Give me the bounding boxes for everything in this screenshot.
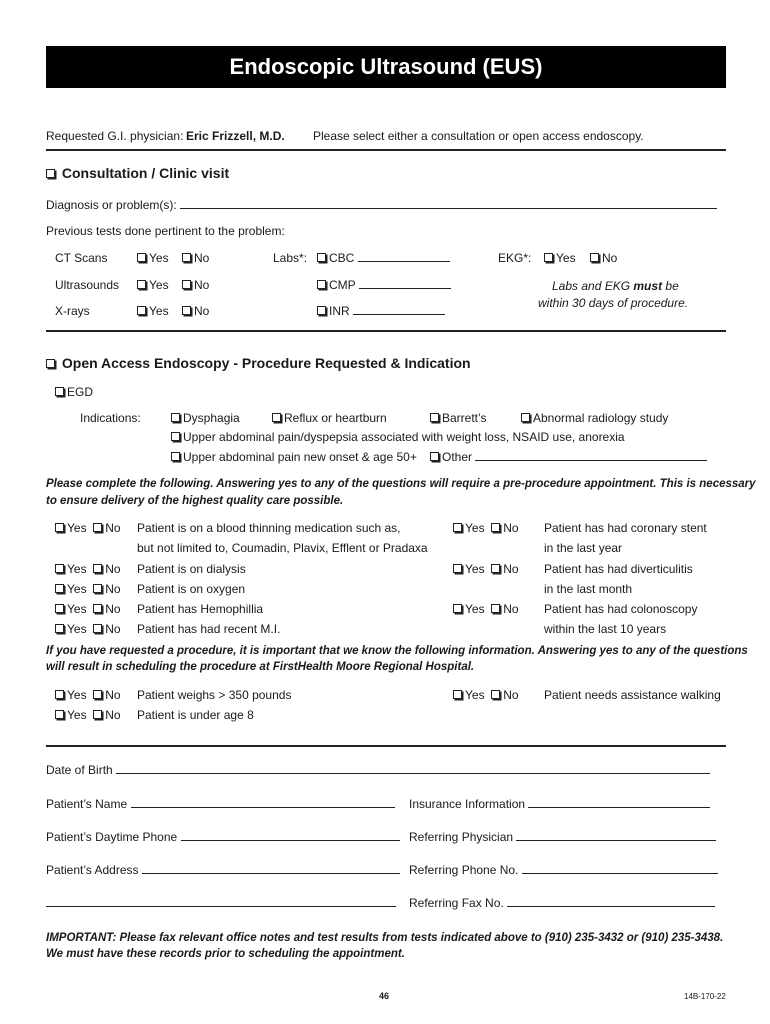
diagnosis-input[interactable]: [180, 198, 717, 209]
checkbox-icon[interactable]: [171, 413, 180, 422]
cmp-label: CMP: [329, 278, 356, 292]
checkbox-icon[interactable]: [453, 564, 462, 573]
colonoscopy-q-line2: within the last 10 years: [544, 622, 667, 636]
checkbox-icon[interactable]: [453, 690, 462, 699]
cbc-input[interactable]: [358, 251, 450, 262]
checkbox-icon[interactable]: [317, 253, 326, 262]
yes-label: Yes: [67, 562, 87, 576]
colonoscopy-q: Patient has had colonoscopy: [544, 602, 698, 616]
us-no[interactable]: [182, 278, 209, 292]
yes-no-colonoscopy[interactable]: [453, 602, 519, 616]
yes-no-oxygen[interactable]: [55, 582, 121, 596]
age-q: Patient is under age 8: [137, 708, 254, 722]
q2-intro-line1: If you have requested a procedure, it is important that we know the following information. Answering yes to any of the questions: [46, 645, 748, 657]
blood-thinning-q: Patient is on a blood thinning medication such as,: [137, 521, 401, 535]
checkbox-icon[interactable]: [46, 359, 55, 368]
ekg-label: EKG*:: [498, 251, 532, 265]
no-label: No: [105, 708, 121, 722]
checkbox-icon[interactable]: [55, 710, 64, 719]
address-line2-input[interactable]: [46, 896, 396, 907]
ekg-yes[interactable]: [544, 251, 576, 265]
referring-fax-label: Referring Fax No.: [409, 896, 504, 910]
yes-no-blood[interactable]: [55, 521, 121, 535]
important-line2: We must have these records prior to scheduling the appointment.: [46, 948, 405, 960]
checkbox-icon[interactable]: [93, 624, 102, 633]
blood-thinning-q-line2: but not limited to, Coumadin, Plavix, Efflent or Pradaxa: [137, 541, 428, 555]
yes-label: Yes: [67, 622, 87, 636]
inr-label: INR: [329, 304, 350, 318]
patient-name-label: Patient’s Name: [46, 797, 128, 811]
no-label: No: [194, 304, 210, 318]
dysphagia-label: Dysphagia: [183, 411, 240, 425]
checkbox-icon[interactable]: [137, 306, 146, 315]
yes-no-diverticulitis[interactable]: [453, 562, 519, 576]
upper-pain-new-label: Upper abdominal pain new onset & age 50+: [183, 450, 417, 464]
note-pre: Labs and EKG: [552, 279, 634, 293]
cbc-field[interactable]: [317, 251, 450, 265]
referring-physician-label: Referring Physician: [409, 830, 514, 844]
egd-option[interactable]: [55, 385, 93, 399]
physician-label: Requested G.I. physician:: [46, 129, 184, 143]
daytime-phone-input[interactable]: [181, 830, 400, 841]
checkbox-icon[interactable]: [55, 523, 64, 532]
yes-label: Yes: [465, 688, 485, 702]
referring-phone-label: Referring Phone No.: [409, 863, 519, 877]
address-label: Patient’s Address: [46, 863, 139, 877]
yes-label: Yes: [465, 521, 485, 535]
mi-q: Patient has had recent M.I.: [137, 622, 281, 636]
no-label: No: [194, 278, 210, 292]
checkbox-icon[interactable]: [182, 280, 191, 289]
yes-label: Yes: [149, 304, 169, 318]
note-must: must: [633, 279, 663, 293]
form-code: 14B-170-22: [684, 992, 726, 1001]
no-label: No: [503, 602, 519, 616]
checkbox-icon[interactable]: [430, 452, 439, 461]
divider: [46, 745, 726, 747]
diagnosis-field[interactable]: [46, 198, 717, 212]
yes-label: Yes: [149, 278, 169, 292]
walking-q: Patient needs assistance walking: [544, 688, 721, 702]
no-label: No: [105, 582, 121, 596]
indications-label: Indications:: [80, 411, 141, 425]
checkbox-icon[interactable]: [93, 690, 102, 699]
checkbox-icon[interactable]: [272, 413, 281, 422]
checkbox-icon[interactable]: [317, 280, 326, 289]
referring-fax-input[interactable]: [507, 896, 715, 907]
checkbox-icon[interactable]: [55, 624, 64, 633]
open-access-heading[interactable]: [46, 355, 471, 371]
yes-no-walking[interactable]: [453, 688, 519, 702]
yes-label: Yes: [67, 602, 87, 616]
referring-physician-input[interactable]: [516, 830, 716, 841]
reflux-label: Reflux or heartburn: [284, 411, 387, 425]
dob-input[interactable]: [116, 763, 710, 774]
checkbox-icon[interactable]: [491, 523, 500, 532]
cmp-input[interactable]: [359, 278, 451, 289]
no-label: No: [194, 251, 210, 265]
yes-no-age[interactable]: [55, 708, 121, 722]
checkbox-icon[interactable]: [491, 564, 500, 573]
yes-no-mi[interactable]: [55, 622, 121, 636]
checkbox-icon[interactable]: [453, 523, 462, 532]
checkbox-icon[interactable]: [544, 253, 553, 262]
physician-note: Please select either a consultation or open access endoscopy.: [313, 129, 644, 143]
us-label: Ultrasounds: [55, 278, 120, 292]
checkbox-icon[interactable]: [55, 387, 64, 396]
labs-note-line2: within 30 days of procedure.: [538, 296, 689, 310]
other-label: Other: [442, 450, 473, 464]
q1-intro-line2: to ensure delivery of the highest quality care possible.: [46, 495, 344, 507]
xray-label: X-rays: [55, 304, 90, 318]
checkbox-icon[interactable]: [171, 432, 180, 441]
patient-name-field[interactable]: [46, 797, 395, 811]
checkbox-icon[interactable]: [317, 306, 326, 315]
dob-field[interactable]: [46, 763, 710, 777]
barretts-option[interactable]: [430, 411, 486, 425]
insurance-field[interactable]: [409, 797, 710, 811]
inr-field[interactable]: [317, 304, 445, 318]
dysphagia-option[interactable]: [171, 411, 240, 425]
referring-physician-field[interactable]: [409, 830, 716, 844]
q1-intro-line1: Please complete the following. Answering yes to any of the questions will require a pre-procedure appointment. This is necessary: [46, 478, 756, 490]
dob-label: Date of Birth: [46, 763, 113, 777]
other-option[interactable]: [430, 450, 707, 464]
no-label: No: [602, 251, 618, 265]
dialysis-q: Patient is on dialysis: [137, 562, 246, 576]
referring-phone-field[interactable]: [409, 863, 718, 877]
divider: [46, 330, 726, 332]
no-label: No: [105, 562, 121, 576]
address-input[interactable]: [142, 863, 400, 874]
inr-input[interactable]: [353, 304, 445, 315]
coronary-q: Patient has had coronary stent: [544, 521, 707, 535]
no-label: No: [105, 602, 121, 616]
daytime-phone-field[interactable]: [46, 830, 400, 844]
yes-label: Yes: [67, 582, 87, 596]
abnormal-label: Abnormal radiology study: [533, 411, 669, 425]
upper-pain-dyspepsia-label: Upper abdominal pain/dyspepsia associated with weight loss, NSAID use, anorexia: [183, 430, 625, 444]
yes-no-coronary[interactable]: [453, 521, 519, 535]
yes-no-dialysis[interactable]: [55, 562, 121, 576]
yes-label: Yes: [149, 251, 169, 265]
cbc-label: CBC: [329, 251, 355, 265]
diagnosis-label: Diagnosis or problem(s):: [46, 198, 177, 212]
checkbox-icon[interactable]: [453, 604, 462, 613]
xray-no[interactable]: [182, 304, 209, 318]
checkbox-icon[interactable]: [93, 564, 102, 573]
daytime-phone-label: Patient’s Daytime Phone: [46, 830, 178, 844]
yes-label: Yes: [67, 708, 87, 722]
checkbox-icon[interactable]: [55, 690, 64, 699]
oxygen-q: Patient is on oxygen: [137, 582, 246, 596]
xray-yes[interactable]: [137, 304, 169, 318]
checkbox-icon[interactable]: [491, 604, 500, 613]
labs-note: [552, 279, 679, 293]
labs-label: Labs*:: [273, 251, 308, 265]
insurance-input[interactable]: [528, 797, 710, 808]
physician-name: Eric Frizzell, M.D.: [186, 129, 285, 143]
hemophilia-q: Patient has Hemophillia: [137, 602, 264, 616]
checkbox-icon[interactable]: [93, 604, 102, 613]
barretts-label: Barrett’s: [442, 411, 487, 425]
checkbox-icon[interactable]: [171, 452, 180, 461]
checkbox-icon[interactable]: [590, 253, 599, 262]
no-label: No: [105, 688, 121, 702]
note-post: be: [662, 279, 679, 293]
important-line1: IMPORTANT: Please fax relevant office notes and test results from tests indicated above to (910) 235-3432 or (910) 235-3438.: [46, 932, 724, 944]
no-label: No: [105, 622, 121, 636]
checkbox-icon[interactable]: [93, 584, 102, 593]
page-number: 46: [379, 991, 390, 1001]
yes-label: Yes: [465, 562, 485, 576]
other-input[interactable]: [475, 450, 707, 461]
address-line2-field[interactable]: [46, 896, 396, 910]
egd-label: EGD: [67, 385, 94, 399]
patient-name-input[interactable]: [131, 797, 395, 808]
ekg-no[interactable]: [590, 251, 617, 265]
checkbox-icon[interactable]: [93, 710, 102, 719]
yes-no-hemophilia[interactable]: [55, 602, 121, 616]
checkbox-icon[interactable]: [46, 169, 55, 178]
yes-label: Yes: [465, 602, 485, 616]
coronary-q-line2: in the last year: [544, 541, 623, 555]
checkbox-icon[interactable]: [55, 564, 64, 573]
weight-q: Patient weighs > 350 pounds: [137, 688, 292, 702]
form-title: [46, 46, 726, 88]
checkbox-icon[interactable]: [430, 413, 439, 422]
yes-no-weight[interactable]: [55, 688, 121, 702]
abnormal-option[interactable]: [521, 411, 668, 425]
checkbox-icon[interactable]: [137, 280, 146, 289]
insurance-label: Insurance Information: [409, 797, 526, 811]
yes-label: Yes: [67, 688, 87, 702]
upper-pain-new-option[interactable]: [171, 450, 417, 464]
q2-intro-line2: will result in scheduling the procedure at FirstHealth Moore Regional Hospital.: [46, 661, 475, 673]
checkbox-icon[interactable]: [521, 413, 530, 422]
referring-phone-input[interactable]: [522, 863, 718, 874]
checkbox-icon[interactable]: [93, 523, 102, 532]
no-label: No: [503, 521, 519, 535]
checkbox-icon[interactable]: [55, 604, 64, 613]
consultation-heading[interactable]: [46, 165, 229, 181]
address-field[interactable]: [46, 863, 400, 877]
checkbox-icon[interactable]: [491, 690, 500, 699]
yes-label: Yes: [67, 521, 87, 535]
consultation-title: Consultation / Clinic visit: [61, 165, 230, 181]
us-yes[interactable]: [137, 278, 169, 292]
checkbox-icon[interactable]: [182, 306, 191, 315]
checkbox-icon[interactable]: [182, 253, 191, 262]
previous-tests-label: Previous tests done pertinent to the problem:: [46, 224, 285, 238]
referring-fax-field[interactable]: [409, 896, 715, 910]
no-label: No: [503, 688, 519, 702]
reflux-option[interactable]: [272, 411, 387, 425]
ct-yes[interactable]: [137, 251, 169, 265]
checkbox-icon[interactable]: [55, 584, 64, 593]
diverticulitis-q-line2: in the last month: [544, 582, 633, 596]
title-text: Endoscopic Ultrasound (EUS): [229, 54, 543, 79]
upper-pain-dyspepsia-option[interactable]: [171, 430, 625, 444]
yes-label: Yes: [556, 251, 576, 265]
open-access-title: Open Access Endoscopy - Procedure Requested & Indication: [61, 355, 471, 371]
divider: [46, 149, 726, 151]
no-label: No: [503, 562, 519, 576]
no-label: No: [105, 521, 121, 535]
checkbox-icon[interactable]: [137, 253, 146, 262]
ct-label: CT Scans: [55, 251, 108, 265]
cmp-field[interactable]: [317, 278, 451, 292]
diverticulitis-q: Patient has had diverticulitis: [544, 562, 693, 576]
ct-no[interactable]: [182, 251, 209, 265]
